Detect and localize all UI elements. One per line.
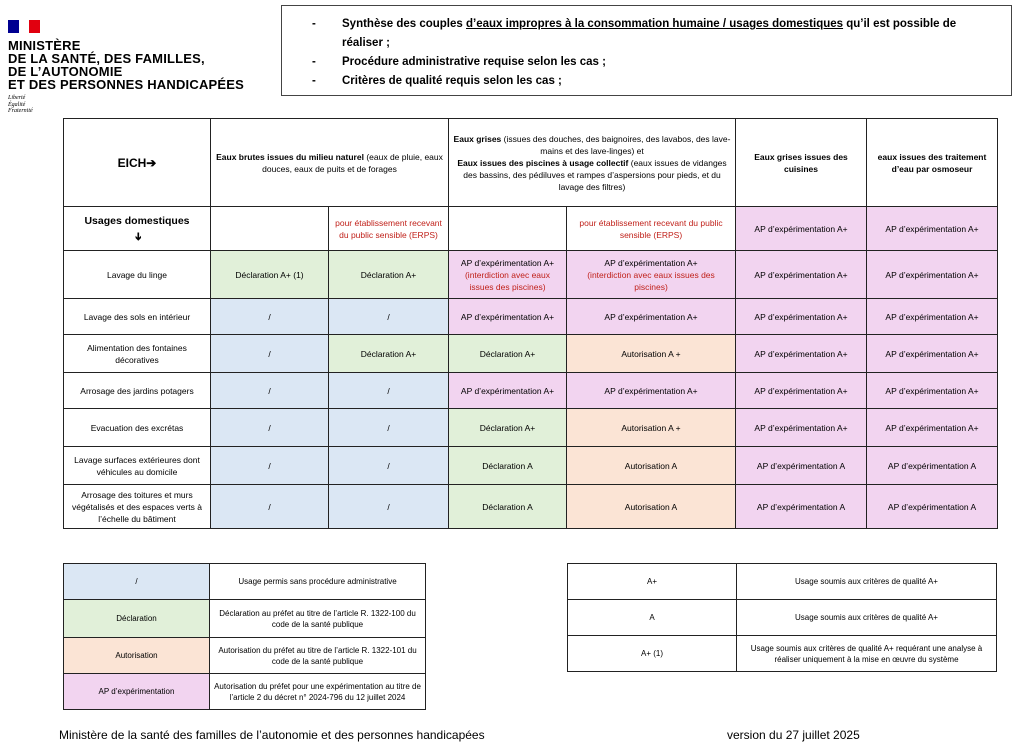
legend-row bbox=[568, 600, 997, 636]
cell-ap: AP d’expérimentation A+ bbox=[867, 409, 998, 447]
cell-ap: AP d’expérimentation A+ bbox=[567, 373, 736, 409]
ministry-name-line: MINISTÈRE bbox=[8, 38, 81, 53]
cell-ap: AP d’expérimentation A+ bbox=[736, 299, 867, 335]
footer-version: version du 27 juillet 2025 bbox=[727, 728, 860, 742]
ministry-logo bbox=[8, 20, 268, 115]
col-header-raw-water: Eaux brutes issues du milieu naturel (eaux de pluie, eaux douces, eaux de puits et de forages bbox=[211, 119, 449, 207]
cell-declaration: Déclaration A+ bbox=[449, 409, 567, 447]
legend-desc: Autorisation du préfet au titre de l’article R. 1322-101 du code de la santé publique bbox=[210, 638, 426, 674]
cell-ap: AP d’expérimentation A bbox=[867, 485, 998, 529]
cell-none: / bbox=[211, 447, 329, 485]
cell-ap: AP d’expérimentation A+ bbox=[867, 299, 998, 335]
table-row bbox=[64, 485, 998, 529]
flag-blue-stripe bbox=[8, 20, 19, 33]
row-label: Arrosage des toitures et murs végétalisés et des espaces verts à l’échelle du bâtiment bbox=[64, 485, 211, 529]
legend-desc: Usage permis sans procédure administrative bbox=[210, 564, 426, 600]
cell-ap: AP d’expérimentation A+ (interdiction avec eaux issues des piscines) bbox=[449, 251, 567, 299]
eich-header: EICH➔ bbox=[64, 119, 211, 207]
legend-key: AP d’expérimentation bbox=[64, 674, 210, 710]
legend-desc: Déclaration au préfet au titre de l’article R. 1322-100 du code de la santé publique bbox=[210, 600, 426, 638]
cell-none: / bbox=[211, 409, 329, 447]
empty-cell bbox=[449, 207, 567, 251]
cell-declaration: Déclaration A bbox=[449, 447, 567, 485]
summary-box bbox=[281, 5, 1012, 96]
cell-ap: AP d’expérimentation A+ bbox=[867, 251, 998, 299]
erps-note: pour établissement recevant du public sensible (ERPS) bbox=[329, 207, 449, 251]
cell-none: / bbox=[329, 485, 449, 529]
legend-row bbox=[64, 674, 426, 710]
motto-line: Égalité bbox=[8, 101, 26, 108]
usages-header: Usages domestiques ➔ bbox=[64, 207, 211, 251]
cell-ap: AP d’expérimentation A+ bbox=[736, 409, 867, 447]
legend-desc: Autorisation du préfet pour une expérimentation au titre de l’article 2 du décret n° 2024-796 du 12 juillet 2024 bbox=[210, 674, 426, 710]
flag-red-stripe bbox=[29, 20, 40, 33]
row-label: Lavage des sols en intérieur bbox=[64, 299, 211, 335]
ministry-name bbox=[8, 39, 268, 91]
cell-none: / bbox=[329, 299, 449, 335]
ministry-name-line: ET DES PERSONNES HANDICAPÉES bbox=[8, 77, 245, 92]
legend-desc: Usage soumis aux critères de qualité A+ requérant une analyse à réaliser uniquement à la mise en œuvre du système bbox=[737, 636, 997, 672]
legend-key: Déclaration bbox=[64, 600, 210, 638]
flag-white-stripe bbox=[19, 20, 30, 33]
ministry-name-line: DE LA SANTÉ, DES FAMILLES, bbox=[8, 51, 205, 66]
cell-authorisation: Autorisation A bbox=[567, 485, 736, 529]
cell-ap: AP d’expérimentation A+ bbox=[736, 251, 867, 299]
row-label: Lavage surfaces extérieures dont véhicules au domicile bbox=[64, 447, 211, 485]
legend-desc: Usage soumis aux critères de qualité A+ bbox=[737, 564, 997, 600]
summary-item: - Critères de qualité requis selon les cas ; bbox=[312, 72, 999, 91]
cell-ap: AP d’expérimentation A+ bbox=[867, 207, 998, 251]
cell-ap: AP d’expérimentation A+ bbox=[736, 335, 867, 373]
legend-key: / bbox=[64, 564, 210, 600]
erps-note: pour établissement recevant du public sensible (ERPS) bbox=[567, 207, 736, 251]
cell-ap: AP d’expérimentation A+ (interdiction avec eaux issues des piscines) bbox=[567, 251, 736, 299]
cell-ap: AP d’expérimentation A+ bbox=[449, 299, 567, 335]
row-label: Evacuation des excrétas bbox=[64, 409, 211, 447]
cell-declaration: Déclaration A bbox=[449, 485, 567, 529]
legend-row bbox=[64, 638, 426, 674]
ministry-name-line: DE L’AUTONOMIE bbox=[8, 64, 123, 79]
table-row bbox=[64, 251, 998, 299]
legend-key: A+ bbox=[568, 564, 737, 600]
procedure-legend bbox=[63, 563, 426, 710]
summary-list bbox=[312, 15, 999, 91]
cell-declaration: Déclaration A+ bbox=[449, 335, 567, 373]
col-header-osmosis-water: eaux issues des traitement d’eau par osmoseur bbox=[867, 119, 998, 207]
summary-item: - Procédure administrative requise selon les cas ; bbox=[312, 53, 999, 72]
motto-line: Liberté bbox=[8, 95, 26, 101]
cell-authorisation: Autorisation A + bbox=[567, 409, 736, 447]
quality-legend bbox=[567, 563, 997, 672]
legend-key: A+ (1) bbox=[568, 636, 737, 672]
water-usage-table bbox=[63, 118, 998, 529]
table-row bbox=[64, 299, 998, 335]
empty-cell bbox=[211, 207, 329, 251]
cell-declaration: Déclaration A+ bbox=[329, 251, 449, 299]
cell-ap: AP d’expérimentation A+ bbox=[449, 373, 567, 409]
table-row bbox=[64, 373, 998, 409]
cell-authorisation: Autorisation A + bbox=[567, 335, 736, 373]
cell-ap: AP d’expérimentation A bbox=[736, 485, 867, 529]
cell-none: / bbox=[211, 373, 329, 409]
cell-ap: AP d’expérimentation A+ bbox=[867, 335, 998, 373]
summary-text-underlined: d’eaux impropres à la consommation humaine / usages domestiques bbox=[466, 18, 844, 30]
legend-row bbox=[568, 564, 997, 600]
footer-ministry: Ministère de la santé des familles de l’autonomie et des personnes handicapées bbox=[59, 728, 485, 742]
cell-ap: AP d’expérimentation A bbox=[736, 447, 867, 485]
cell-none: / bbox=[211, 335, 329, 373]
table-row bbox=[64, 447, 998, 485]
legend-row bbox=[568, 636, 997, 672]
legend-key: Autorisation bbox=[64, 638, 210, 674]
col-header-kitchen-water: Eaux grises issues des cuisines bbox=[736, 119, 867, 207]
row-label: Arrosage des jardins potagers bbox=[64, 373, 211, 409]
legend-row bbox=[64, 564, 426, 600]
cell-none: / bbox=[329, 409, 449, 447]
legend-row bbox=[64, 600, 426, 638]
cell-declaration: Déclaration A+ (1) bbox=[211, 251, 329, 299]
legend-desc: Usage soumis aux critères de qualité A+ bbox=[737, 600, 997, 636]
row-label: Alimentation des fontaines décoratives bbox=[64, 335, 211, 373]
cell-none: / bbox=[329, 373, 449, 409]
summary-text: Synthèse des couples bbox=[342, 18, 466, 30]
summary-text: qu’il est possible de réaliser ; bbox=[342, 18, 957, 49]
col-header-grey-water: Eaux grises (issues des douches, des baignoires, des lavabos, des lave-mains et des lave-linges) et Eaux issues des piscines à usage collectif (eaux issues de vidanges des bassins, des pédiluves et rampes d’aspersions pour pieds, et du lavage des filtres) bbox=[449, 119, 736, 207]
republic-motto bbox=[8, 95, 268, 115]
cell-authorisation: Autorisation A bbox=[567, 447, 736, 485]
cell-declaration: Déclaration A+ bbox=[329, 335, 449, 373]
cell-none: / bbox=[329, 447, 449, 485]
table-row bbox=[64, 335, 998, 373]
cell-ap: AP d’expérimentation A+ bbox=[736, 373, 867, 409]
motto-line: Fraternité bbox=[8, 108, 33, 114]
cell-ap: AP d’expérimentation A+ bbox=[567, 299, 736, 335]
cell-ap: AP d’expérimentation A+ bbox=[867, 373, 998, 409]
cell-ap: AP d’expérimentation A+ bbox=[736, 207, 867, 251]
cell-none: / bbox=[211, 299, 329, 335]
table-row bbox=[64, 409, 998, 447]
cell-ap: AP d’expérimentation A bbox=[867, 447, 998, 485]
french-flag-icon bbox=[8, 20, 40, 33]
cell-none: / bbox=[211, 485, 329, 529]
legend-key: A bbox=[568, 600, 737, 636]
arrow-down-icon: ➔ bbox=[131, 231, 144, 241]
summary-item bbox=[312, 15, 999, 53]
row-label: Lavage du linge bbox=[64, 251, 211, 299]
